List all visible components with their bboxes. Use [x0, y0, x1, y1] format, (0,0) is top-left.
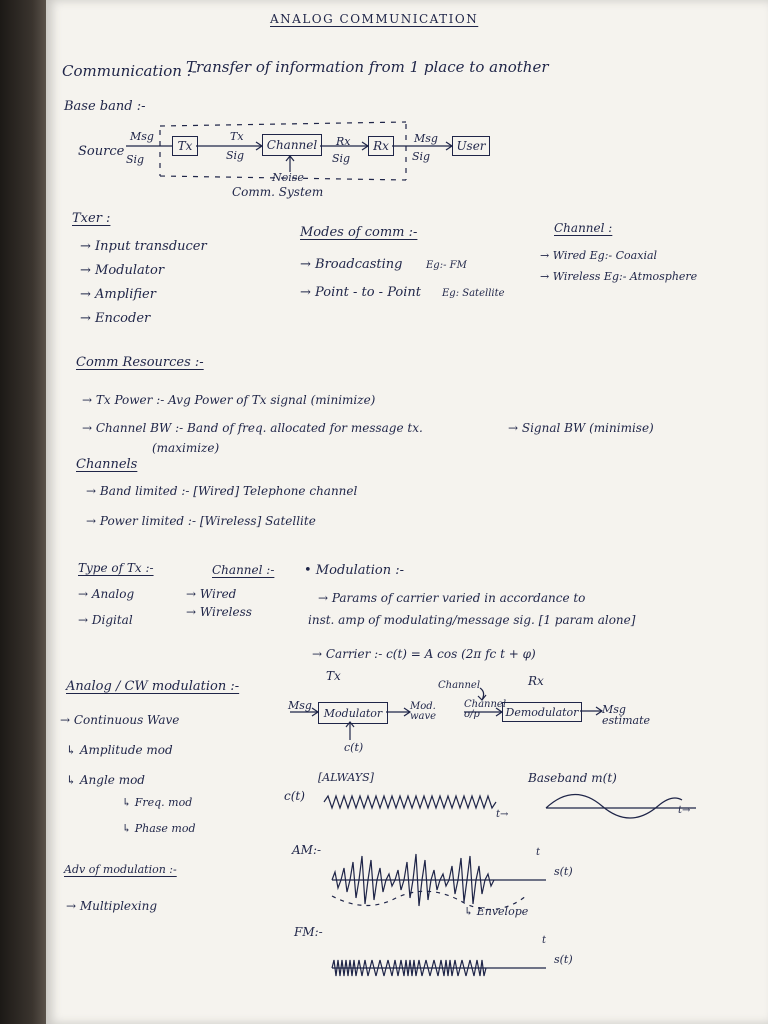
bb-sig-3: Sig — [332, 152, 351, 165]
txer-heading: Txer : — [72, 211, 111, 226]
wave-fm-label: FM:- — [294, 925, 323, 939]
modulation-arrows — [290, 688, 602, 740]
carrier-wave — [324, 796, 496, 808]
md-channel-op: Channel o/p — [464, 699, 507, 720]
modulation-carrier: → Carrier :- c(t) = A cos (2π fc t + φ) — [312, 647, 536, 661]
analog-cw-item-2: ↳ Amplitude mod — [66, 743, 173, 757]
bb-sig-2: Sig — [226, 149, 245, 162]
wave-t1: t→ — [496, 809, 509, 820]
modes-heading: Modes of comm :- — [300, 225, 418, 240]
txer-item-1: → Input transducer — [80, 239, 207, 254]
baseband-arrows — [126, 122, 452, 180]
bb-sig-1: Sig — [126, 153, 145, 166]
analog-cw-item-4: ↳ Freq. mod — [122, 796, 193, 809]
md-demodulator-box: Demodulator — [502, 702, 582, 722]
type-of-tx-heading: Type of Tx :- — [78, 561, 154, 575]
analog-cw-heading: Analog / CW modulation :- — [66, 679, 240, 694]
resources-tx-power: → Tx Power :- Avg Power of Tx signal (minimize) — [82, 393, 376, 407]
md-rx-label: Rx — [528, 674, 544, 688]
md-ct: c(t) — [344, 741, 364, 754]
analog-cw-item-1: → Continuous Wave — [60, 713, 180, 727]
txer-item-3: → Amplifier — [80, 287, 156, 302]
bb-msg-1: Msg — [130, 130, 154, 143]
wave-envelope: ↳ Envelope — [464, 905, 529, 918]
txer-item-2: → Modulator — [80, 263, 165, 278]
type-of-tx-item-2: → Digital — [78, 613, 133, 627]
wave-st-am: s(t) — [554, 865, 573, 878]
modulation-line-2: inst. amp of modulating/message sig. [1 param alone] — [308, 613, 636, 627]
wave-t2: t→ — [678, 805, 691, 816]
bb-channel-box: Channel — [262, 134, 322, 156]
channels-power-limited: → Power limited :- [Wireless] Satellite — [86, 514, 316, 528]
communication-definition: Transfer of information from 1 place to another — [186, 58, 549, 76]
adv-heading: Adv of modulation :- — [64, 863, 177, 876]
notebook-page — [46, 0, 768, 1024]
channel2-item-2: → Wireless — [186, 605, 252, 619]
bb-sig-4: Sig — [412, 150, 431, 163]
bb-rx-label: Rx — [336, 135, 351, 148]
bb-comm-system: Comm. System — [232, 185, 324, 199]
wave-t3: t — [536, 847, 541, 858]
channel2-item-1: → Wired — [186, 587, 237, 601]
resources-channel-bw: → Channel BW :- Band of freq. allocated for message tx. — [82, 421, 423, 435]
type-of-tx-item-1: → Analog — [78, 587, 135, 601]
bb-source: Source — [78, 144, 125, 159]
txer-item-4: → Encoder — [80, 311, 151, 326]
wave-baseband: Baseband m(t) — [528, 771, 617, 785]
bb-tx-box: Tx — [172, 136, 198, 156]
channel-item-1: → Wired Eg:- Coaxial — [540, 249, 658, 262]
baseband-label: Base band :- — [64, 99, 146, 114]
bb-tx-label: Tx — [230, 130, 244, 143]
baseband-wave — [546, 794, 682, 818]
md-mod-wave: Mod. wave — [410, 701, 437, 722]
bb-noise: Noise — [272, 171, 304, 184]
communication-label: Communication :- — [62, 62, 197, 80]
adv-item-1: → Multiplexing — [66, 899, 158, 913]
md-tx-label: Tx — [326, 669, 341, 683]
wave-t4: t — [542, 935, 547, 946]
md-msg: Msg — [288, 699, 312, 712]
resources-signal-bw: → Signal BW (minimise) — [508, 421, 654, 435]
md-msg-estimate: Msg estimate — [602, 703, 651, 727]
page-title: ANALOG COMMUNICATION — [270, 12, 479, 26]
bb-user-box: User — [452, 136, 490, 156]
wave-am-label: AM:- — [292, 843, 322, 857]
analog-cw-item-5: ↳ Phase mod — [122, 822, 196, 835]
resources-heading: Comm Resources :- — [76, 355, 204, 370]
modes-item-2-eg: Eg: Satellite — [442, 288, 505, 299]
channel2-heading: Channel :- — [212, 563, 275, 577]
bb-rx-box: Rx — [368, 136, 394, 156]
bb-msg-2: Msg — [414, 132, 438, 145]
sketch-layer — [46, 0, 768, 1024]
channels-heading: Channels — [76, 457, 138, 472]
channels-band-limited: → Band limited :- [Wired] Telephone channel — [86, 484, 358, 498]
wave-ct-label: c(t) — [284, 789, 305, 803]
wave-always: [ALWAYS] — [318, 771, 374, 784]
modulation-heading: • Modulation :- — [304, 563, 405, 578]
channel-item-2: → Wireless Eg:- Atmosphere — [540, 270, 698, 283]
analog-cw-item-3: ↳ Angle mod — [66, 773, 145, 787]
modulation-line-1: → Params of carrier varied in accordance to — [318, 591, 586, 605]
modes-item-1-eg: Eg:- FM — [426, 260, 467, 271]
md-channel-top: Channel — [438, 680, 481, 691]
md-modulator-box: Modulator — [318, 702, 388, 724]
modes-item-2-label: → Point - to - Point — [300, 285, 421, 300]
wave-st-fm: s(t) — [554, 953, 573, 966]
resources-maximize: (maximize) — [152, 441, 220, 455]
notebook-binding-edge — [0, 0, 46, 1024]
channel-heading: Channel : — [554, 221, 613, 235]
modes-item-1-label: → Broadcasting — [300, 257, 403, 272]
